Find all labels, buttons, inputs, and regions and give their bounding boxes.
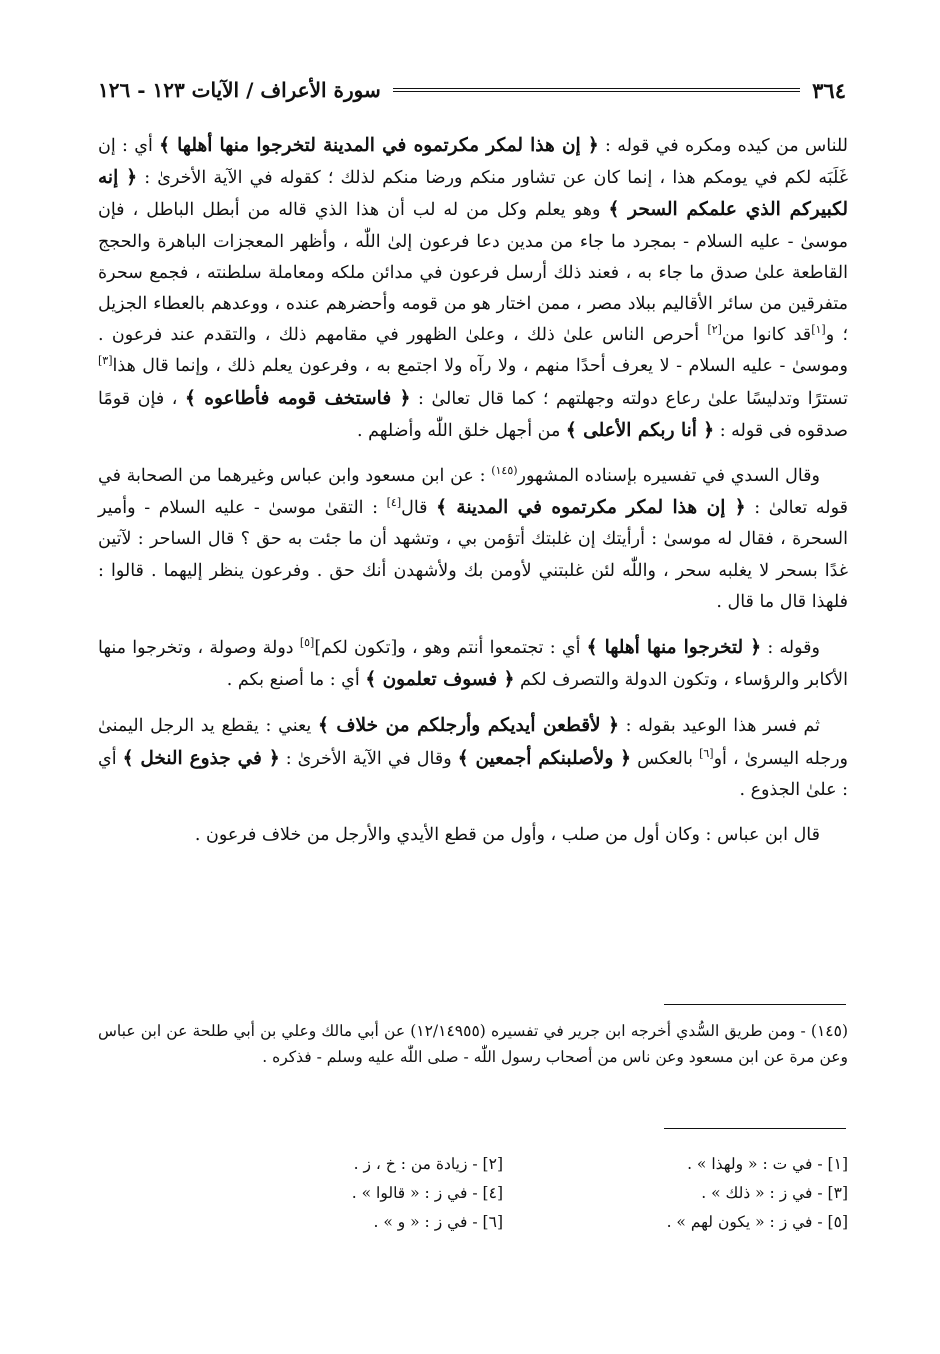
text-run: قد كانوا من <box>721 325 812 346</box>
variant-text: - في ز : « قالوا » . <box>351 1184 483 1202</box>
variant-ref: [٦] <box>699 746 714 760</box>
paragraph-4 <box>98 710 848 806</box>
footnote-number: (١٤٥) <box>810 1022 848 1040</box>
text-run: دولة وصولة ، وتخرجوا منها الأكابر والرؤساء ، وتكون الدولة والتصرف لكم <box>98 638 848 691</box>
text-run: تسترًا وتدليسًا علىٰ رعاع دولته وجهلتهم ؛ كما قال تعالىٰ : <box>410 388 849 409</box>
text-run: وقال في الآية الأخرىٰ : <box>279 748 458 769</box>
footnote-ref: (١٤٥) <box>491 464 518 478</box>
quran-verse: ﴿ إنه لكبيركم الذي علمكم السحر ﴾ <box>98 167 848 221</box>
text-run: قال ابن عباس : وكان أول من صلب ، وأول من قطع الأيدي والأرجل من خلاف فرعون . <box>194 825 820 846</box>
text-run: : عن ابن مسعود وابن عباس وغيرهما من الصحابة في قوله تعالىٰ : <box>98 466 848 519</box>
page-header <box>98 70 846 110</box>
text-run: للناس من كيده ومكره في قوله : <box>598 136 849 156</box>
variant-ref: [٢] <box>707 323 722 337</box>
page-number: ٣٦٤ <box>812 77 846 103</box>
variant-ref: [٤] <box>386 496 402 510</box>
manuscript-variants <box>208 1150 848 1237</box>
variant-text: - في ز : « و » . <box>373 1213 483 1231</box>
variant-ref: [٣] <box>98 354 113 368</box>
text-run: من أجهل خلق اللّٰه وأضلهم . <box>357 420 566 441</box>
text-run: قال <box>401 498 437 519</box>
text-run: أحرص الناس علىٰ ذلك ، وعلىٰ الظهور في مقامهم ذلك ، والتقدم عند فرعون . وموسىٰ - عليه السلام - لا يعرف أحدًا منهم ، ولا رآه ولا اجتمع به ، وفرعون يعلم ذلك ، وإنما قال هذا <box>98 325 848 377</box>
quran-verse: ﴿ لأقطعن أيديكم وأرجلكم من خلاف ﴾ <box>317 715 619 737</box>
variant-text: - في ز : « يكون لهم » . <box>666 1213 828 1231</box>
quran-verse: ﴿ في جذوع النخل ﴾ <box>122 747 280 769</box>
text-run: : التقىٰ موسىٰ - عليه السلام - وأمير السحرة ، فقال له موسىٰ : أرأيتك إن غلبتك أتؤمن بي ، وتشهد أن ما جئت به حق ؟ قال الساحر : لآتين غدًا بسحر لا يغلبه سحر ، واللّٰه لئن غلبتني لأومن بك ولأشهدن أنك حق . وفرعون ينظر إليهما . قالوا : فلهذا قال ما قال . <box>98 498 848 612</box>
variant-number: [٢] <box>482 1155 503 1173</box>
text-run: أي : علىٰ الجذوع . <box>98 748 848 800</box>
variant-note <box>208 1150 503 1179</box>
paragraph-2 <box>98 461 848 618</box>
text-run: وقال السدي في تفسيره بإسناده المشهور <box>517 466 820 487</box>
variant-text: - في ز : « ذلك » . <box>701 1184 828 1202</box>
quran-verse: ﴿ فاستخف قومه فأطاعوه ﴾ <box>185 387 411 409</box>
header-rule <box>393 88 800 92</box>
variant-text: - في ت : « ولهذا » . <box>687 1155 828 1173</box>
quran-verse: ﴿ إن هذا لمكر مكرتموه في المدينة ﴾ <box>436 497 746 519</box>
footnote <box>98 1018 848 1070</box>
footnote-text: - ومن طريق السُّدي أخرجه ابن جرير في تفسيره (١٢/١٤٩٥٥) عن أبي مالك وعلي بن أبي طلحة عن ابن عباس وعن مرة عن ابن مسعود وعن ناس من أصحاب رسول اللّٰه - صلى اللّٰه عليه وسلم - فذكره . <box>98 1022 848 1066</box>
variants-divider <box>664 1128 846 1129</box>
variant-number: [١] <box>827 1155 848 1173</box>
running-title: سورة الأعراف / الآيات ١٢٣ - ١٢٦ <box>98 78 381 102</box>
variant-number: [٤] <box>482 1184 503 1202</box>
text-run: وهو يعلم وكل من له لب أن هذا الذي قاله من أبطل الباطل ، فإن موسىٰ - عليه السلام - بمجرد ما جاء من مدين دعا فرعون إلىٰ اللّٰه ، وأظهر المعجزات الباهرة والحجج القاطعة علىٰ صدق ما جاء به ، فعند ذلك أرسل فرعون في مدائن ملكه ومعاملة سلطنته ، فجمع سحرة متفرقين من سائر الأقاليم ببلاد مصر ، ممن اختار هو من قومه وأحضرهم عنده ، ووعدهم بالعطاء الجزيل ؛ و <box>98 200 849 346</box>
text-run: وقوله : <box>761 638 820 659</box>
variant-number: [٦] <box>482 1213 503 1231</box>
quran-verse: ﴿ فسوف تعلمون ﴾ <box>365 669 515 691</box>
quran-verse: ﴿ إن هذا لمكر مكرتموه في المدينة لتخرجوا منها أهلها ﴾ <box>159 135 599 156</box>
variant-number: [٥] <box>827 1213 848 1231</box>
text-run: يعني : يقطع يد الرجل اليمنىٰ ورجله اليسرىٰ ، أو <box>98 716 849 769</box>
text-run: أي : ما أصنع بكم . <box>226 670 366 691</box>
variant-note <box>553 1150 848 1179</box>
text-run: أي : تجتمعوا أنتم وهو ، و[تكون لكم] <box>314 638 587 659</box>
quran-verse: ﴿ ولأصلبنكم أجمعين ﴾ <box>457 747 632 769</box>
main-text <box>98 130 848 865</box>
variant-note <box>553 1179 848 1208</box>
variant-note <box>208 1208 503 1237</box>
text-run: ثم فسر هذا الوعيد بقوله : <box>619 716 821 737</box>
paragraph-5 <box>98 820 848 851</box>
variant-ref: [١] <box>811 323 826 337</box>
text-run: ، فإن قومًا صدقوه فى قوله : <box>98 388 848 441</box>
variant-text: - زيادة من : خ ، ز . <box>353 1155 483 1173</box>
text-run: أي : إن غَلَبَه لكم في يومكم هذا ، إنما كان عن تشاور منكم ورضا منكم لذلك ؛ كقوله في الآية الأخرىٰ : <box>98 136 848 189</box>
variant-ref: [٥] <box>299 636 315 650</box>
text-run: بالعكس <box>631 748 700 769</box>
quran-verse: ﴿ لتخرجوا منها أهلها ﴾ <box>586 637 762 659</box>
footnote-divider <box>664 1004 846 1005</box>
quran-verse: ﴿ أنا ربكم الأعلى ﴾ <box>565 419 715 441</box>
variant-note <box>553 1208 848 1237</box>
paragraph-3 <box>98 632 848 696</box>
variant-note <box>208 1179 503 1208</box>
variant-number: [٣] <box>827 1184 848 1202</box>
paragraph-1 <box>98 130 848 447</box>
